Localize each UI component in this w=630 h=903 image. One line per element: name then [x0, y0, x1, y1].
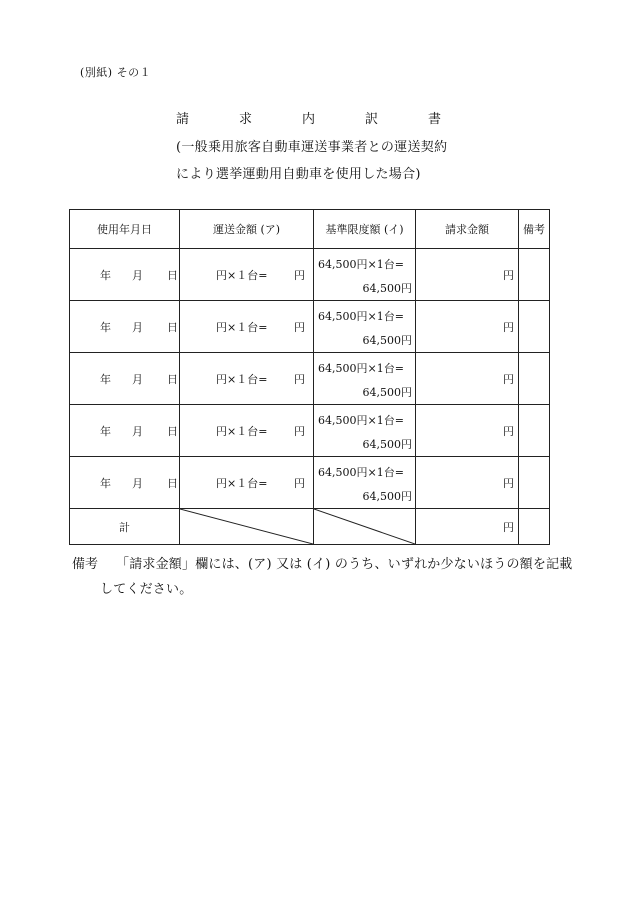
- month-label: 月: [132, 372, 143, 386]
- fare-total-crossed-cell: [180, 509, 314, 545]
- day-label: 日: [167, 320, 178, 334]
- note-heading: 備考: [72, 557, 99, 572]
- table-row: [70, 353, 550, 405]
- day-label: 日: [167, 268, 178, 282]
- limit-formula: 64,500円×1台=: [318, 362, 404, 375]
- header-row: [70, 210, 550, 249]
- claim-unit: 円: [503, 268, 514, 282]
- fare-cell[interactable]: [180, 249, 314, 301]
- fare-cell[interactable]: [180, 353, 314, 405]
- header-limit: 基準限度額 (イ): [314, 210, 416, 249]
- year-label: 年: [100, 372, 111, 386]
- fare-unit: 円: [294, 424, 305, 438]
- limit-amount: 64,500円: [362, 490, 412, 503]
- month-label: 月: [132, 476, 143, 490]
- header-fare: 運送金額 (ア): [180, 210, 314, 249]
- breakdown-table: [69, 209, 550, 545]
- limit-formula: 64,500円×1台=: [318, 310, 404, 323]
- year-label: 年: [100, 320, 111, 334]
- limit-amount: 64,500円: [362, 438, 412, 451]
- title-char: 求: [239, 112, 253, 127]
- appendix-label: (別紙) その１: [80, 66, 152, 79]
- claim-unit: 円: [503, 320, 514, 334]
- limit-cell: [314, 405, 416, 457]
- diagonal-strike: [180, 509, 313, 544]
- fare-unit: 円: [294, 320, 305, 334]
- claim-cell[interactable]: [416, 457, 519, 509]
- fare-formula: 円×１台=: [216, 424, 268, 438]
- fare-formula: 円×１台=: [216, 372, 268, 386]
- title-char: 訳: [365, 112, 379, 127]
- claim-total-cell[interactable]: [416, 509, 519, 545]
- total-row: [70, 509, 550, 545]
- claim-cell[interactable]: [416, 353, 519, 405]
- date-cell[interactable]: [70, 405, 180, 457]
- claim-unit: 円: [503, 476, 514, 490]
- day-label: 日: [167, 476, 178, 490]
- table-row: [70, 301, 550, 353]
- note-text: してください。: [100, 582, 193, 597]
- date-cell[interactable]: [70, 353, 180, 405]
- fare-formula: 円×１台=: [216, 268, 268, 282]
- header-claim: 請求金額: [416, 210, 519, 249]
- remarks-cell[interactable]: [519, 301, 550, 353]
- limit-total-crossed-cell: [314, 509, 416, 545]
- table-row: [70, 405, 550, 457]
- year-label: 年: [100, 268, 111, 282]
- fare-unit: 円: [294, 476, 305, 490]
- fare-formula: 円×１台=: [216, 320, 268, 334]
- title-char: 内: [302, 112, 316, 127]
- limit-cell: [314, 301, 416, 353]
- limit-amount: 64,500円: [362, 282, 412, 295]
- limit-amount: 64,500円: [362, 386, 412, 399]
- claim-cell[interactable]: [416, 249, 519, 301]
- header-remarks: 備考: [519, 210, 550, 249]
- diagonal-strike: [314, 509, 415, 544]
- fare-cell[interactable]: [180, 457, 314, 509]
- limit-formula: 64,500円×1台=: [318, 414, 404, 427]
- remarks-cell[interactable]: [519, 353, 550, 405]
- remarks-cell[interactable]: [519, 405, 550, 457]
- fare-unit: 円: [294, 372, 305, 386]
- date-cell[interactable]: [70, 457, 180, 509]
- subtitle-line: により選挙運動用自動車を使用した場合): [176, 167, 421, 182]
- subtitle-line: (一般乗用旅客自動車運送事業者との運送契約: [176, 140, 448, 155]
- month-label: 月: [132, 320, 143, 334]
- year-label: 年: [100, 476, 111, 490]
- header-date: 使用年月日: [70, 210, 180, 249]
- day-label: 日: [167, 372, 178, 386]
- fare-cell[interactable]: [180, 405, 314, 457]
- limit-formula: 64,500円×1台=: [318, 258, 404, 271]
- remarks-cell[interactable]: [519, 457, 550, 509]
- remarks-cell[interactable]: [519, 249, 550, 301]
- date-cell[interactable]: [70, 249, 180, 301]
- limit-amount: 64,500円: [362, 334, 412, 347]
- claim-cell[interactable]: [416, 405, 519, 457]
- remarks-total-cell[interactable]: [519, 509, 550, 545]
- document-title: [0, 108, 630, 128]
- total-label: 計: [70, 509, 180, 545]
- fare-formula: 円×１台=: [216, 476, 268, 490]
- fare-unit: 円: [294, 268, 305, 282]
- table-row: [70, 249, 550, 301]
- day-label: 日: [167, 424, 178, 438]
- fare-cell[interactable]: [180, 301, 314, 353]
- limit-cell: [314, 249, 416, 301]
- note-text: 「請求金額」欄には、(ア) 又は (イ) のうち、いずれか少ないほうの額を記載: [116, 557, 573, 572]
- limit-cell: [314, 457, 416, 509]
- table-row: [70, 457, 550, 509]
- month-label: 月: [132, 424, 143, 438]
- limit-formula: 64,500円×1台=: [318, 466, 404, 479]
- claim-total-unit: 円: [503, 520, 514, 534]
- claim-unit: 円: [503, 372, 514, 386]
- title-char: 書: [428, 112, 442, 127]
- claim-unit: 円: [503, 424, 514, 438]
- month-label: 月: [132, 268, 143, 282]
- limit-cell: [314, 353, 416, 405]
- year-label: 年: [100, 424, 111, 438]
- claim-cell[interactable]: [416, 301, 519, 353]
- title-char: 請: [176, 112, 190, 127]
- date-cell[interactable]: [70, 301, 180, 353]
